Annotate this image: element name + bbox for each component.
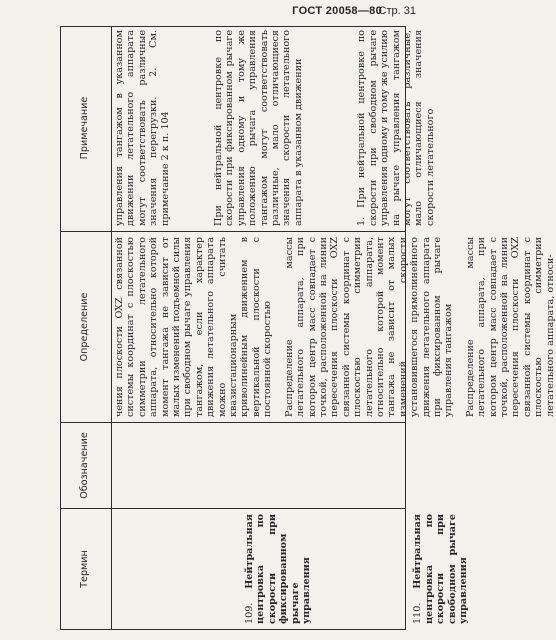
- column-header-note: [61, 25, 111, 231]
- row-separator: [457, 237, 465, 417]
- symbol-column: [111, 422, 405, 508]
- term-cell-109: [244, 514, 312, 624]
- terms-table: [60, 26, 556, 630]
- term-number-109: 109.: [244, 602, 255, 624]
- table-body: [111, 27, 556, 629]
- row-separator: [276, 237, 284, 417]
- column-header-term-label: Термин: [79, 550, 90, 588]
- column-header-symbol: [61, 422, 111, 508]
- term-cell-110: [412, 514, 469, 624]
- definition-continuation: чения плоскости OXZ связанной системы координат с плоскостью симметрии летательного аппарата, относительно которой момент тангажа не зависит от малых изменений подъемной силы при свободном рычаге управления тангажом, если характер движения летательного аппарата можно считать квазистационарным криволинейным движением в вертикальной плоскости с постоянной скоростью: [114, 237, 274, 417]
- definition-cell-110: Распределение массы летательного аппарата, при котором центр масс совпадает с точкой, расположенной на линии пересечения плоскости OXZ связанной системы координат с плоскостью симметрии летательного аппарата, относи-: [464, 237, 556, 417]
- note-cell-110: 1. При нейтральной центровке по скорости при свободном рычаге управления одному и тому же усилию на рычаге управления тангажом могут соответствовать различные, мало отличающиеся значения скорости летательного: [356, 30, 436, 226]
- column-header-definition-label: Определение: [79, 292, 90, 362]
- page-margin: [0, 0, 60, 640]
- table-header: [61, 27, 112, 629]
- term-name-109: Нейтральная центровка по скорости при фиксированном рычаге управления: [244, 514, 313, 624]
- term-column: [111, 508, 470, 629]
- note-column: [111, 25, 436, 231]
- definition-cell-109: Распределение массы летательного аппарата, при котором центр масс совпадает с точкой, расположенной на линии пересечения плоскости OXZ связанной системы координат с плоскостью симметрии летательного аппарата, относительно которой момент тангажа не зависит от малых изменений скорости установившегося прямолинейного движения летательного аппарата при фиксированном рычаге управления тангажом: [283, 237, 455, 417]
- term-name-110: Нейтральная центровка по скорости при свободном рычаге управления: [412, 514, 470, 624]
- column-header-note-label: Примечание: [79, 96, 90, 160]
- row-spacer: [312, 514, 412, 624]
- table-container: [60, 26, 556, 630]
- page-header: [0, 0, 422, 24]
- term-number-110: 110.: [412, 602, 424, 624]
- column-header-term: [61, 508, 111, 629]
- standard-number: ГОСТ 20058—80: [292, 5, 382, 17]
- definition-column: [111, 231, 556, 422]
- row-spacer: [173, 30, 213, 226]
- continuation-spacer: [114, 514, 244, 624]
- column-header-symbol-label: Обозначение: [79, 432, 90, 499]
- row-spacer: [306, 30, 356, 226]
- note-continuation: управления тангажом в указанном движении летательного аппарата могут соответствовать различные значения перегрузки. 2. См. примечание 2 к п. 104: [114, 30, 171, 226]
- column-header-definition: [61, 231, 111, 422]
- note-cell-109: При нейтральной центровке по скорости при фиксированном рычаге управления одному и тому же положению рычага управления тангажом могут соответствовать различные, мало отличающиеся значения скорости летательного аппарата в указанном движении: [213, 30, 304, 226]
- page-number: Стр. 31: [378, 5, 416, 17]
